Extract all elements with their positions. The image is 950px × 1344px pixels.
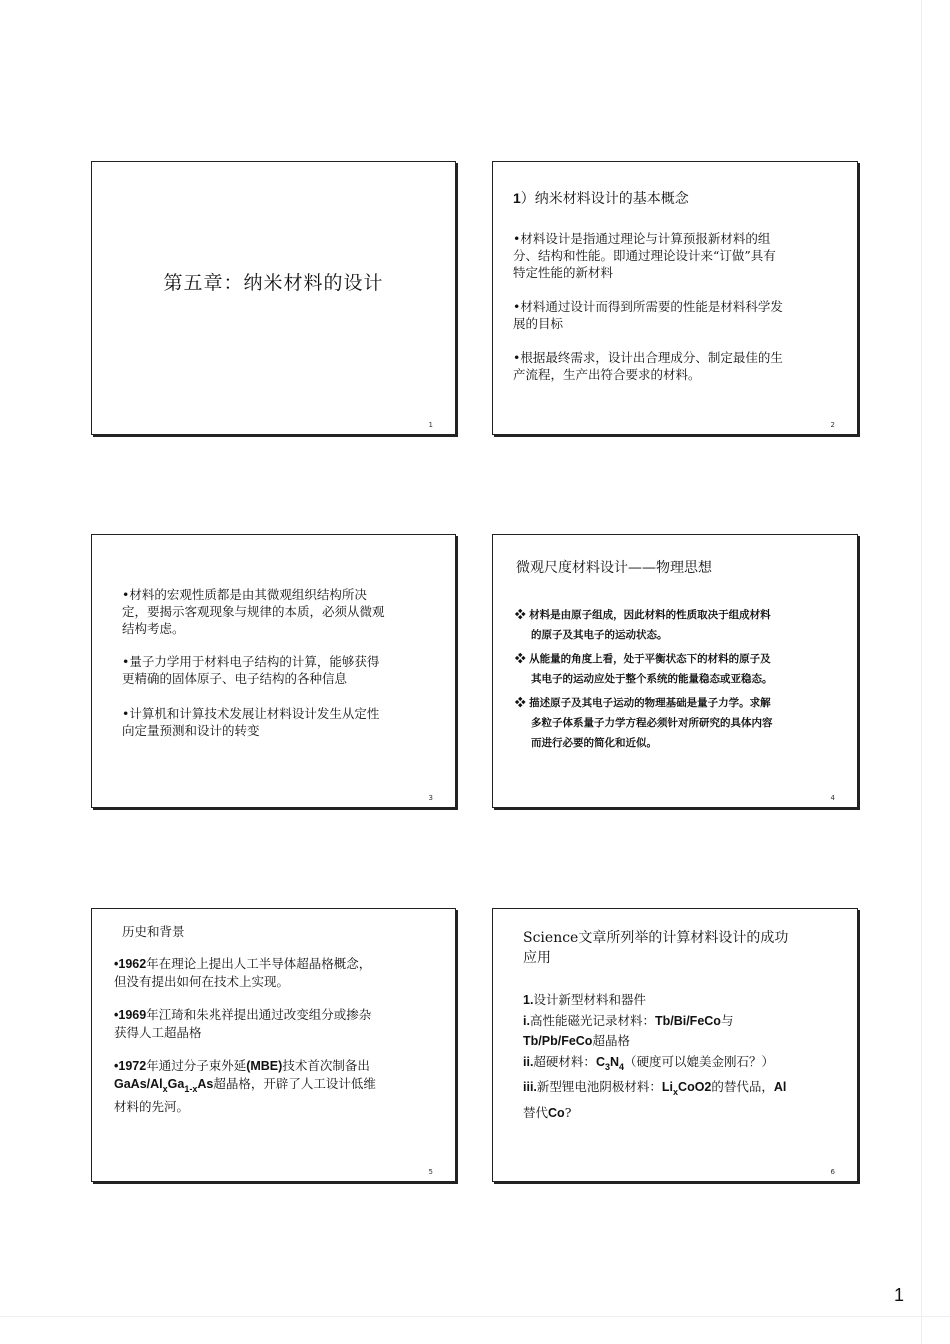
- slide-number: 2: [830, 421, 835, 429]
- slide-5-paragraph: •1972年通过分子束外延(MBE)技术首次制备出 GaAs/$Al_xGa_{1-x}As$超晶格，开辟了人工设计低维 材料的先河。: [114, 1058, 376, 1114]
- slide-2-heading: 1）纳米材料设计的基本概念: [513, 190, 689, 207]
- slide-1-title: 第五章：纳米材料的设计: [163, 272, 384, 294]
- slide-5-paragraph: •1969年江琦和朱兆祥提出通过改变组分或掺杂 获得人工超晶格: [114, 1007, 372, 1040]
- bullet-item: ❖ 从能量的角度上看，处于平衡状态下的材料的原子及 其电子的运动应处于整个系统的能量稳态或亚稳态。: [515, 653, 773, 685]
- page-edge-right: [921, 0, 922, 1344]
- list-item: ii.超硬材料：$C_3N_4$（硬度可以媲美金刚石？）: [523, 1053, 775, 1072]
- page-edge-bottom: [0, 1316, 950, 1317]
- slide-5: [91, 908, 456, 1182]
- slide-2: [492, 161, 858, 435]
- slide-number: 4: [830, 794, 835, 802]
- slide-number: 5: [428, 1168, 433, 1176]
- slide-2-paragraph: •材料设计是指通过理论与计算预报新材料的组 分、结构和性能。即通过理论设计来“订做”具有 特定性能的新材料: [513, 231, 776, 280]
- slide-4-bullets: [515, 605, 773, 757]
- slide-4: [492, 534, 858, 808]
- slide-6-heading: Science文章所列举的计算材料设计的成功 应用: [523, 930, 789, 966]
- slide-5-heading: 历史和背景: [122, 924, 185, 939]
- page-number: 1: [894, 1285, 905, 1305]
- slide-3-paragraph: •量子力学用于材料电子结构的计算，能够获得 更精确的固体原子、电子结构的各种信息: [122, 654, 380, 686]
- slide-3-paragraph: •计算机和计算技术发展让材料设计发生从定性 向定量预测和设计的转变: [122, 706, 380, 738]
- list-item: 1.设计新型材料和器件: [523, 992, 646, 1007]
- slide-5-paragraph: •1962年在理论上提出人工半导体超晶格概念， 但没有提出如何在技术上实现。: [114, 956, 372, 989]
- slide-2-paragraph: •根据最终需求，设计出合理成分、制定最佳的生 产流程，生产出符合要求的材料。: [513, 350, 783, 382]
- slide-3-paragraph: •材料的宏观性质都是由其微观组织结构所决 定，要揭示客观现象与规律的本质，必须从微观 结构考虑。: [122, 587, 385, 636]
- slide-6: [492, 908, 858, 1182]
- slide-number: 6: [830, 1168, 835, 1176]
- slide-4-heading: 微观尺度材料设计——物理思想: [516, 560, 712, 576]
- slide-1: [91, 161, 456, 435]
- list-item: iii.新型锂电池阴极材料：$Li_xCoO2$的替代品，Al: [523, 1079, 787, 1097]
- slide-number: 1: [428, 421, 433, 429]
- slide-3: [91, 534, 456, 808]
- bullet-item: ❖ 描述原子及其电子运动的物理基础是量子力学。求解 多粒子体系量子力学方程必须针对所研究的具体内容 而进行必要的简化和近似。: [515, 697, 773, 749]
- slide-2-paragraph: •材料通过设计而得到所需要的性能是材料科学发 展的目标: [513, 299, 783, 331]
- bullet-item: ❖ 材料是由原子组成，因此材料的性质取决于组成材料 的原子及其电子的运动状态。: [515, 609, 771, 641]
- slide-6-list: 1.设计新型材料和器件 i.高性能磁光记录材料：Tb/Bi/FeCo与 Tb/Pb/FeCo超晶格 ii.超硬材料：$C_3N_4$（硬度可以媲美金刚石？） iii.新型锂电池阴极材料：$Li_xCoO2$的替代品，Al 替代Co?: [523, 992, 787, 1120]
- list-item: i.高性能磁光记录材料：Tb/Bi/FeCo与: [523, 1012, 734, 1028]
- slide-number: 3: [428, 794, 433, 802]
